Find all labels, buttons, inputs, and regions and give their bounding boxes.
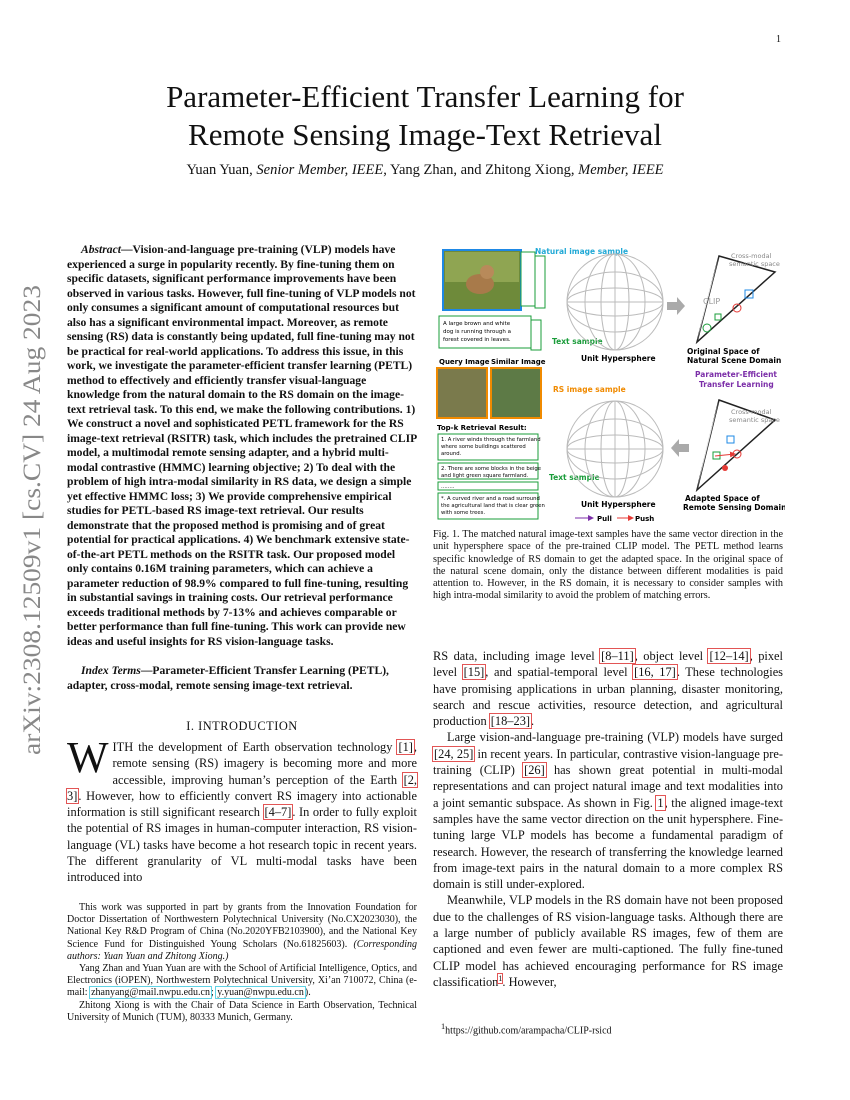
intro-text: . In order to fully exploit the potential of RS images in human-computer interaction, RS vision-language (VL) tasks have become a hot research topic in recent years. The different granularity of VL multi-modal tasks have been introduced into — [67, 805, 417, 885]
paragraph — [433, 892, 783, 990]
petl-label: Transfer Learning — [699, 380, 774, 389]
arxiv-stamp — [18, 285, 46, 755]
citation-link[interactable]: [26] — [524, 763, 545, 778]
body-text: has shown great potential in multi-modal representations and can project natural image and text modalities into a joint semantic subspace. As shown in Fig. — [433, 763, 783, 810]
corresponding-authors: (Corresponding authors: Yuan Yuan and Zhitong Xiong.) — [67, 938, 417, 962]
query-image — [437, 368, 487, 418]
body-text: Large vision-and-language pre-training (VLP) models have surged — [447, 730, 783, 745]
caption-line: A large brown and white — [443, 321, 511, 327]
body-text: , object level — [634, 649, 709, 663]
hypersphere-bottom — [567, 401, 663, 497]
result-line: ........ — [441, 484, 455, 490]
body-text: , and spatial-temporal level — [485, 665, 634, 680]
similar-image — [491, 368, 541, 418]
index-terms-text: —Parameter-Efficient Transfer Learning (PETL), adapter, cross-modal, remote sensing image-text retrieval. — [67, 664, 389, 692]
right-column-text — [433, 648, 783, 990]
drop-cap: W — [67, 733, 109, 782]
citation-link[interactable]: [8–11] — [601, 649, 634, 663]
topk-label: Top-k Retrieval Result: — [437, 424, 527, 432]
hypersphere-label: Unit Hypersphere — [581, 500, 656, 509]
fig-label-text-2: Text sample — [549, 473, 600, 482]
figure-caption: Fig. 1. The matched natural image-text samples have the same vector direction in the unit hypersphere space of the pre-trained CLIP model. The PETL method learns specific knowledge of RS domain to get the adapted space. In the original space of the natural scene domain, only the distance between different modalities is paid attention to. However, in the RS domain, it is necessary to consider samples with high intra-modal similarity to avoid the problem of matching errors. — [433, 529, 783, 602]
body-text: . — [531, 714, 535, 729]
affiliation-note: Zhitong Xiong is with the Chair of Data Science in Earth Observation, Technical University of Munich (TUM), 80333 Munich, Germany. — [67, 999, 417, 1023]
title-line-2: Remote Sensing Image-Text Retrieval — [188, 117, 662, 152]
original-space-triangle — [697, 256, 775, 342]
author-3-role: Member, IEEE — [578, 162, 664, 178]
query-image-label: Query Image — [439, 358, 490, 366]
result-line: around. — [441, 451, 462, 457]
body-text: RS data, including image level — [433, 649, 601, 663]
footnote-text: ). — [304, 987, 311, 999]
hypersphere-top — [567, 254, 663, 350]
pull-label: Pull — [597, 515, 612, 523]
title-line-1: Parameter-Efficient Transfer Learning for — [166, 79, 684, 114]
fig-label-rs: RS image sample — [553, 385, 626, 394]
citation-link[interactable]: [16, 17] — [634, 665, 676, 680]
retrieval-results — [438, 434, 545, 519]
push-label: Push — [635, 515, 655, 523]
result-line: 2. There are some blocks in the beige — [441, 466, 542, 472]
intro-text: ITH the development of Earth observation technology — [112, 740, 398, 754]
email-link[interactable]: y.yuan@nwpu.edu.cn — [217, 987, 304, 999]
caption-box — [439, 316, 541, 350]
body-text: Meanwhile, VLP models in the RS domain have not been proposed due to the challenges of RS vision-language tasks. Although there are a large number of publicly available RS images, few of them are captioned and even fewer are multi-captioned. The fully fine-tuned CLIP model has achieved encouraging performance for RS image classification — [433, 893, 783, 989]
citation-link[interactable]: [18–23] — [490, 714, 531, 729]
figure-1 — [435, 244, 785, 526]
petl-label: Parameter-Efficient — [695, 370, 778, 379]
right-footnote — [441, 1022, 781, 1036]
author-1-role: Senior Member, IEEE — [256, 162, 384, 178]
citation-link[interactable]: [2, 3] — [67, 772, 417, 803]
funding-note — [67, 902, 417, 963]
figure-link[interactable]: 1 — [657, 795, 664, 810]
adapted-space-label: Remote Sensing Domain — [683, 503, 785, 512]
cross-modal-label: Cross-modal — [731, 252, 772, 260]
abstract-label: Abstract — [81, 243, 121, 256]
abstract-text: —Vision-and-language pre-training (VLP) models have experienced a surge in popularity recently. By fine-tuning them on specific datasets, significant performance improvements have been observed in various tasks. However, full fine-tuning of VLP models not only consumes a significant amount of computational resources but also has a significant environmental impact. Moreover, as remote sensing (RS) data is constantly being updated, full fine-tuning may not be practical for real-world applications. To address this issue, in this work, we investigate the parameter-efficient transfer learning (PETL) method to effectively and efficiently transfer visual-language knowledge from the natural domain to the RS domain on the image-text retrieval task. To this end, we make the following contributions. 1) We construct a novel and sophisticated PETL framework for the RS image-text retrieval (RSITR) task, which includes the pretrained CLIP model, a multimodal remote sensing adapter, and a hybrid multi-modal contrastive (HMMC) learning objective; 2) To deal with the problem of high intra-modal similarity in RS data, we design a simple yet effective HMMC loss; 3) We provide comprehensive empirical studies for PETL-based RS image-text retrieval. Our results demonstrate that the proposed method is promising and of great potential for practical applications. 4) We benchmark extensive state-of-the-art PETL methods on the RSITR task. Our proposed model only contains 0.16M training parameters, which can achieve a parameter reduction of 98.9% compared to full fine-tuning, resulting in substantial savings in training costs. Our retrieval performance exceeds traditional methods by 7-13% and achieves comparable or better performance than full fine-tuning. This work can provide new ideas and useful insights for RS vision-language tasks. — [67, 243, 417, 648]
citation-link[interactable]: [1] — [398, 740, 413, 754]
natural-image-sample — [443, 250, 545, 310]
semantic-space-label: semantic space — [729, 416, 780, 424]
footnote-url[interactable]: https://github.com/arampacha/CLIP-rsicd — [445, 1025, 612, 1037]
body-text: in recent years. In particular, contrastive vision-language pre-training (CLIP) — [433, 746, 783, 778]
cross-modal-label: Cross-modal — [731, 408, 772, 416]
adapted-space-label: Adapted Space of — [685, 494, 760, 503]
body-text: . These technologies have promising applications in urban planning, disaster monitoring, search and rescue activities, resource detection, and agricultural production — [433, 665, 784, 729]
similar-image-label: Similar Image — [491, 358, 546, 366]
arrow-right — [667, 297, 685, 315]
caption-line: forest covered in leaves. — [443, 337, 511, 343]
body-text: , the aligned image-text samples have the same vector direction on the unit hypersphere. Fine-tuning large VLP models has become a fundamental paradigm of research. However, the research of transferring the knowledge learned from image-text pairs in the natural domain to a more complex RS domain is still under-explored. — [433, 795, 784, 892]
semantic-space-label: semantic space — [729, 260, 780, 268]
citation-link[interactable]: [24, 25] — [434, 746, 474, 761]
author-1: Yuan Yuan, — [186, 162, 257, 178]
index-terms-label: Index Terms — [81, 664, 141, 677]
affiliation-note — [67, 963, 417, 1000]
author-2-3: , Yang Zhan, and Zhitong Xiong, — [383, 162, 579, 178]
intro-paragraph — [67, 733, 417, 886]
result-line: and light green square farmland. — [441, 473, 529, 479]
abstract — [67, 243, 417, 649]
intro-text: . However, how to efficiently convert RS imagery into actionable information is still significant research — [67, 788, 417, 820]
email-link[interactable]: zhanyang@mail.nwpu.edu.cn — [91, 987, 210, 999]
result-line: with some trees. — [441, 510, 486, 516]
arxiv-stamp-text: arXiv:2308.12509v1 [cs.CV] 24 Aug 2023 — [19, 327, 46, 755]
citation-link[interactable]: [4–7] — [264, 805, 292, 820]
footnote-link[interactable]: 1 — [498, 973, 503, 983]
page-number: 1 — [776, 34, 781, 45]
arrow-left — [671, 439, 689, 457]
fig-label-text-1: Text sample — [552, 337, 603, 346]
intro-text: , remote sensing (RS) imagery is becoming more and more accessible, improving human’s perception of the Earth — [112, 740, 417, 787]
paragraph — [433, 648, 783, 729]
fig-label-natural: Natural image sample — [535, 247, 629, 256]
paragraph — [433, 729, 783, 892]
footnote-mark: 1 — [441, 1022, 446, 1031]
original-space-label: Original Space of — [687, 347, 760, 356]
svg-text:CLIP: CLIP — [703, 297, 721, 306]
footnote-text: This work was supported in part by grants from the Innovation Foundation for Doctor Dissertation of Northwestern Polytechnical University (No.CX2023030), the National Key R&D Program of China (No.2020YFB2103900), and the National Key Science Fund for Distinguished Young Scholars (No.61825603). — [67, 902, 417, 950]
index-terms — [67, 664, 417, 693]
result-line: where some buildings scattered — [441, 444, 526, 450]
caption-line: dog is running through a — [443, 329, 511, 335]
citation-link[interactable]: [15] — [463, 665, 485, 680]
author-list — [60, 162, 790, 179]
result-line: 1. A river winds through the farmland — [441, 437, 541, 443]
result-line: the agricultural land that is clear green — [441, 503, 545, 509]
footnote-text: Yang Zhan and Yuan Yuan are with the School of Artificial Intelligence, Optics, and Electronics (iOPEN), Northwestern Polytechnical University, Xi’an 710072, China (e-mail: — [67, 963, 417, 999]
original-space-label: Natural Scene Domain — [687, 356, 782, 365]
result-line: *. A curved river and a road surround — [441, 496, 540, 502]
footnote-text: ; — [210, 987, 217, 999]
paper-title — [60, 78, 790, 154]
section-heading: I. INTRODUCTION — [186, 719, 298, 733]
body-text: , pixel level — [433, 649, 783, 680]
body-text: . However, — [502, 974, 557, 989]
citation-link[interactable]: [12–14] — [709, 649, 749, 663]
hypersphere-label: Unit Hypersphere — [581, 354, 656, 363]
footnotes — [67, 902, 417, 1024]
